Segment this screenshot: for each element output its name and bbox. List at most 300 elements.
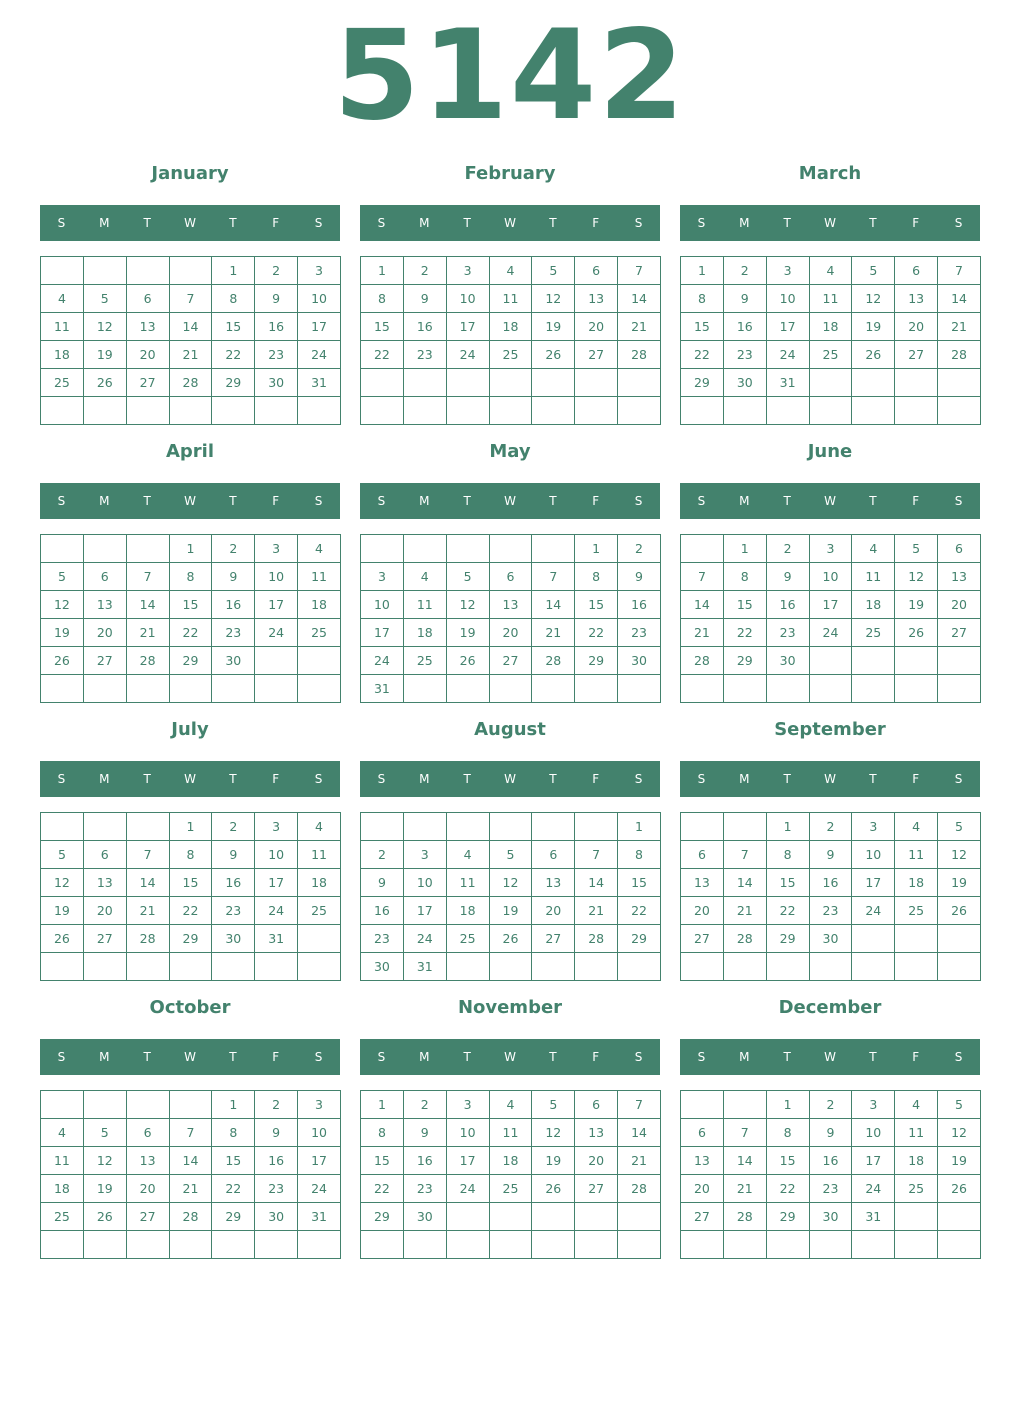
day-cell: 9 <box>766 563 809 591</box>
day-cell: 17 <box>446 1147 489 1175</box>
week-row <box>681 535 981 563</box>
day-cell: 31 <box>298 1203 341 1231</box>
day-cell: 29 <box>618 925 661 953</box>
day-cell: 4 <box>298 813 341 841</box>
week-row <box>41 619 341 647</box>
week-row <box>681 647 981 675</box>
day-cell: 1 <box>169 813 212 841</box>
day-cell: 8 <box>361 285 404 313</box>
empty-day-cell <box>126 813 169 841</box>
day-cell: 23 <box>361 925 404 953</box>
day-cell: 27 <box>575 341 618 369</box>
day-cell: 9 <box>255 285 298 313</box>
weekday-label: W <box>824 1050 836 1064</box>
day-cell: 24 <box>809 619 852 647</box>
day-cell: 1 <box>361 257 404 285</box>
day-grid <box>40 534 341 703</box>
day-cell: 6 <box>126 285 169 313</box>
weekday-label: W <box>504 772 516 786</box>
week-row <box>361 1091 661 1119</box>
day-cell: 9 <box>403 285 446 313</box>
day-cell: 8 <box>212 1119 255 1147</box>
day-cell: 27 <box>575 1175 618 1203</box>
day-cell: 1 <box>723 535 766 563</box>
weekday-label: T <box>869 216 877 230</box>
day-cell: 27 <box>681 1203 724 1231</box>
week-row <box>41 1091 341 1119</box>
day-cell: 13 <box>681 869 724 897</box>
day-cell: 30 <box>255 369 298 397</box>
empty-day-cell <box>126 397 169 425</box>
week-row <box>361 1175 661 1203</box>
empty-day-cell <box>361 397 404 425</box>
empty-day-cell <box>618 369 661 397</box>
day-cell: 24 <box>446 341 489 369</box>
weekday-label: S <box>954 494 963 508</box>
empty-day-cell <box>83 535 126 563</box>
empty-day-cell <box>938 675 981 703</box>
week-row <box>361 953 661 981</box>
empty-day-cell <box>723 953 766 981</box>
weekday-label: F <box>912 494 920 508</box>
empty-day-cell <box>83 953 126 981</box>
empty-day-cell <box>489 1203 532 1231</box>
day-cell: 16 <box>809 1147 852 1175</box>
day-cell: 1 <box>169 535 212 563</box>
day-cell: 19 <box>83 1175 126 1203</box>
empty-day-cell <box>575 1231 618 1259</box>
month-title: February <box>464 163 556 184</box>
weekday-label: T <box>783 772 791 786</box>
day-cell: 15 <box>212 1147 255 1175</box>
week-row <box>681 341 981 369</box>
month-title: April <box>165 441 215 462</box>
weekday-label: M <box>99 494 110 508</box>
weekday-label: M <box>99 216 110 230</box>
day-cell: 28 <box>532 647 575 675</box>
day-cell: 24 <box>298 1175 341 1203</box>
day-cell: 10 <box>298 1119 341 1147</box>
day-cell: 19 <box>41 897 84 925</box>
empty-day-cell <box>298 953 341 981</box>
day-cell: 11 <box>298 841 341 869</box>
weekday-label: S <box>314 494 323 508</box>
day-cell: 2 <box>361 841 404 869</box>
day-cell: 20 <box>575 313 618 341</box>
day-cell: 4 <box>809 257 852 285</box>
day-cell: 8 <box>361 1119 404 1147</box>
week-row <box>361 285 661 313</box>
day-cell: 18 <box>41 1175 84 1203</box>
day-cell: 20 <box>83 897 126 925</box>
day-cell: 29 <box>169 647 212 675</box>
day-cell: 15 <box>169 869 212 897</box>
empty-day-cell <box>681 675 724 703</box>
month-title: March <box>798 163 862 184</box>
empty-day-cell <box>618 1203 661 1231</box>
day-cell: 29 <box>766 1203 809 1231</box>
day-cell: 14 <box>532 591 575 619</box>
week-row <box>361 897 661 925</box>
week-row <box>41 897 341 925</box>
empty-day-cell <box>489 369 532 397</box>
day-cell: 10 <box>255 563 298 591</box>
empty-day-cell <box>361 369 404 397</box>
empty-day-cell <box>681 1231 724 1259</box>
day-cell: 27 <box>532 925 575 953</box>
weekday-label: T <box>549 216 557 230</box>
empty-day-cell <box>532 953 575 981</box>
day-cell: 10 <box>446 285 489 313</box>
empty-day-cell <box>809 369 852 397</box>
day-cell: 14 <box>126 869 169 897</box>
day-grid <box>40 1090 341 1259</box>
weekday-label: S <box>697 1050 706 1064</box>
day-cell: 9 <box>809 841 852 869</box>
month-title: August <box>474 719 546 740</box>
day-cell: 4 <box>489 257 532 285</box>
day-cell: 25 <box>895 897 938 925</box>
day-cell: 28 <box>723 1203 766 1231</box>
day-cell: 12 <box>895 563 938 591</box>
week-row <box>41 1175 341 1203</box>
week-row <box>41 535 341 563</box>
weekday-label: F <box>912 772 920 786</box>
week-row <box>361 1119 661 1147</box>
day-cell: 21 <box>126 619 169 647</box>
day-cell: 29 <box>575 647 618 675</box>
empty-day-cell <box>681 397 724 425</box>
day-cell: 1 <box>766 1091 809 1119</box>
day-cell: 25 <box>403 647 446 675</box>
day-cell: 13 <box>938 563 981 591</box>
day-cell: 13 <box>681 1147 724 1175</box>
week-row <box>681 369 981 397</box>
weekday-label: W <box>184 772 196 786</box>
day-cell: 20 <box>681 897 724 925</box>
empty-day-cell <box>41 397 84 425</box>
empty-day-cell <box>212 1231 255 1259</box>
day-cell: 15 <box>766 1147 809 1175</box>
day-cell: 9 <box>212 841 255 869</box>
day-cell: 6 <box>938 535 981 563</box>
month-title: July <box>171 719 209 740</box>
empty-day-cell <box>489 813 532 841</box>
day-cell: 21 <box>169 1175 212 1203</box>
day-cell: 6 <box>83 841 126 869</box>
week-row <box>41 1231 341 1259</box>
week-row <box>41 869 341 897</box>
day-cell: 12 <box>852 285 895 313</box>
day-cell: 22 <box>766 897 809 925</box>
weekday-label: W <box>184 494 196 508</box>
empty-day-cell <box>618 953 661 981</box>
empty-day-cell <box>723 397 766 425</box>
day-cell: 5 <box>489 841 532 869</box>
day-cell: 14 <box>723 1147 766 1175</box>
empty-day-cell <box>83 397 126 425</box>
day-cell: 9 <box>361 869 404 897</box>
empty-day-cell <box>41 257 84 285</box>
day-cell: 1 <box>361 1091 404 1119</box>
weekday-header <box>680 761 980 797</box>
weekday-label: M <box>419 216 430 230</box>
day-cell: 27 <box>938 619 981 647</box>
day-cell: 11 <box>895 841 938 869</box>
week-row <box>361 1203 661 1231</box>
day-cell: 9 <box>403 1119 446 1147</box>
day-cell: 3 <box>298 257 341 285</box>
day-cell: 18 <box>403 619 446 647</box>
day-cell: 7 <box>618 1091 661 1119</box>
day-cell: 18 <box>895 869 938 897</box>
day-cell: 9 <box>723 285 766 313</box>
empty-day-cell <box>938 953 981 981</box>
day-cell: 23 <box>809 1175 852 1203</box>
month-february <box>360 157 660 427</box>
day-cell: 1 <box>681 257 724 285</box>
empty-day-cell <box>938 397 981 425</box>
day-cell: 4 <box>489 1091 532 1119</box>
week-row <box>681 897 981 925</box>
day-cell: 22 <box>212 341 255 369</box>
day-cell: 29 <box>723 647 766 675</box>
day-cell: 23 <box>212 897 255 925</box>
day-cell: 25 <box>489 1175 532 1203</box>
day-cell: 17 <box>255 591 298 619</box>
day-cell: 13 <box>83 591 126 619</box>
day-cell: 28 <box>618 341 661 369</box>
empty-day-cell <box>723 1091 766 1119</box>
day-cell: 16 <box>212 869 255 897</box>
week-row <box>41 313 341 341</box>
weekday-label: T <box>143 1050 151 1064</box>
day-cell: 13 <box>83 869 126 897</box>
day-cell: 17 <box>852 869 895 897</box>
month-november <box>360 991 660 1261</box>
day-cell: 17 <box>361 619 404 647</box>
day-cell: 17 <box>766 313 809 341</box>
day-cell: 20 <box>489 619 532 647</box>
day-cell: 30 <box>723 369 766 397</box>
day-cell: 1 <box>212 257 255 285</box>
empty-day-cell <box>852 647 895 675</box>
day-cell: 6 <box>681 1119 724 1147</box>
day-cell: 19 <box>489 897 532 925</box>
week-row <box>41 953 341 981</box>
empty-day-cell <box>212 675 255 703</box>
day-cell: 16 <box>766 591 809 619</box>
week-row <box>681 619 981 647</box>
empty-day-cell <box>575 369 618 397</box>
day-cell: 14 <box>723 869 766 897</box>
day-cell: 12 <box>938 841 981 869</box>
empty-day-cell <box>41 535 84 563</box>
day-cell: 22 <box>723 619 766 647</box>
empty-day-cell <box>766 397 809 425</box>
day-cell: 17 <box>403 897 446 925</box>
day-cell: 4 <box>403 563 446 591</box>
day-cell: 7 <box>575 841 618 869</box>
day-cell: 9 <box>809 1119 852 1147</box>
empty-day-cell <box>489 953 532 981</box>
day-cell: 17 <box>298 1147 341 1175</box>
empty-day-cell <box>41 675 84 703</box>
day-cell: 26 <box>938 1175 981 1203</box>
week-row <box>681 925 981 953</box>
day-cell: 4 <box>298 535 341 563</box>
week-row <box>361 563 661 591</box>
weekday-label: T <box>463 772 471 786</box>
empty-day-cell <box>298 1231 341 1259</box>
empty-day-cell <box>212 953 255 981</box>
week-row <box>681 563 981 591</box>
empty-day-cell <box>489 675 532 703</box>
weekday-header <box>360 761 660 797</box>
day-cell: 17 <box>298 313 341 341</box>
day-cell: 27 <box>83 925 126 953</box>
empty-day-cell <box>298 397 341 425</box>
day-cell: 8 <box>169 563 212 591</box>
day-cell: 16 <box>403 313 446 341</box>
day-cell: 23 <box>766 619 809 647</box>
week-row <box>41 841 341 869</box>
weekday-label: M <box>99 1050 110 1064</box>
day-cell: 18 <box>489 313 532 341</box>
day-cell: 25 <box>809 341 852 369</box>
empty-day-cell <box>766 953 809 981</box>
day-cell: 11 <box>403 591 446 619</box>
week-row <box>41 675 341 703</box>
day-cell: 10 <box>852 1119 895 1147</box>
day-cell: 23 <box>618 619 661 647</box>
day-cell: 15 <box>575 591 618 619</box>
month-april <box>40 435 340 705</box>
day-cell: 31 <box>852 1203 895 1231</box>
week-row <box>681 869 981 897</box>
day-cell: 25 <box>895 1175 938 1203</box>
weekday-label: M <box>419 1050 430 1064</box>
day-cell: 21 <box>126 897 169 925</box>
day-cell: 27 <box>895 341 938 369</box>
empty-day-cell <box>852 925 895 953</box>
day-cell: 24 <box>766 341 809 369</box>
weekday-label: W <box>504 216 516 230</box>
weekday-label: F <box>592 494 600 508</box>
weekday-label: T <box>869 772 877 786</box>
day-cell: 7 <box>723 1119 766 1147</box>
empty-day-cell <box>361 1231 404 1259</box>
day-cell: 30 <box>212 925 255 953</box>
day-cell: 20 <box>126 341 169 369</box>
weekday-header <box>360 1039 660 1075</box>
weekday-label: S <box>377 772 386 786</box>
month-january <box>40 157 340 427</box>
day-cell: 14 <box>681 591 724 619</box>
day-cell: 28 <box>618 1175 661 1203</box>
empty-day-cell <box>938 647 981 675</box>
empty-day-cell <box>532 813 575 841</box>
day-cell: 23 <box>212 619 255 647</box>
empty-day-cell <box>298 647 341 675</box>
day-cell: 5 <box>41 841 84 869</box>
day-cell: 24 <box>361 647 404 675</box>
day-grid <box>360 534 661 703</box>
empty-day-cell <box>126 257 169 285</box>
day-cell: 21 <box>938 313 981 341</box>
day-cell: 26 <box>532 341 575 369</box>
day-cell: 8 <box>766 841 809 869</box>
day-cell: 22 <box>361 1175 404 1203</box>
empty-day-cell <box>403 1231 446 1259</box>
empty-day-cell <box>403 397 446 425</box>
day-cell: 17 <box>809 591 852 619</box>
day-grid <box>360 812 661 981</box>
day-cell: 1 <box>575 535 618 563</box>
day-cell: 19 <box>532 313 575 341</box>
day-cell: 4 <box>895 813 938 841</box>
day-cell: 24 <box>298 341 341 369</box>
weekday-label: S <box>377 216 386 230</box>
weekday-label: T <box>229 494 237 508</box>
day-cell: 3 <box>446 1091 489 1119</box>
day-cell: 11 <box>298 563 341 591</box>
weekday-header <box>360 483 660 519</box>
month-title: December <box>778 997 882 1018</box>
day-cell: 3 <box>766 257 809 285</box>
day-cell: 19 <box>938 1147 981 1175</box>
weekday-label: W <box>824 494 836 508</box>
week-row <box>681 591 981 619</box>
empty-day-cell <box>895 675 938 703</box>
day-cell: 17 <box>852 1147 895 1175</box>
day-cell: 22 <box>169 619 212 647</box>
weekday-header <box>40 761 340 797</box>
empty-day-cell <box>126 1231 169 1259</box>
empty-day-cell <box>766 1231 809 1259</box>
day-cell: 5 <box>532 1091 575 1119</box>
day-cell: 22 <box>575 619 618 647</box>
day-cell: 16 <box>723 313 766 341</box>
week-row <box>361 647 661 675</box>
day-cell: 7 <box>169 1119 212 1147</box>
week-row <box>41 341 341 369</box>
empty-day-cell <box>212 397 255 425</box>
day-cell: 30 <box>212 647 255 675</box>
weekday-label: S <box>377 1050 386 1064</box>
week-row <box>361 925 661 953</box>
day-cell: 7 <box>169 285 212 313</box>
day-cell: 5 <box>446 563 489 591</box>
week-row <box>361 1147 661 1175</box>
day-grid <box>680 1090 981 1259</box>
month-march <box>680 157 980 427</box>
empty-day-cell <box>403 675 446 703</box>
week-row <box>361 841 661 869</box>
weekday-label: S <box>314 772 323 786</box>
day-cell: 15 <box>766 869 809 897</box>
weekday-label: F <box>592 772 600 786</box>
day-cell: 4 <box>41 1119 84 1147</box>
day-cell: 24 <box>403 925 446 953</box>
day-cell: 8 <box>212 285 255 313</box>
day-cell: 10 <box>446 1119 489 1147</box>
day-cell: 6 <box>489 563 532 591</box>
day-cell: 28 <box>169 369 212 397</box>
day-cell: 29 <box>212 1203 255 1231</box>
day-grid <box>40 812 341 981</box>
day-cell: 15 <box>361 1147 404 1175</box>
